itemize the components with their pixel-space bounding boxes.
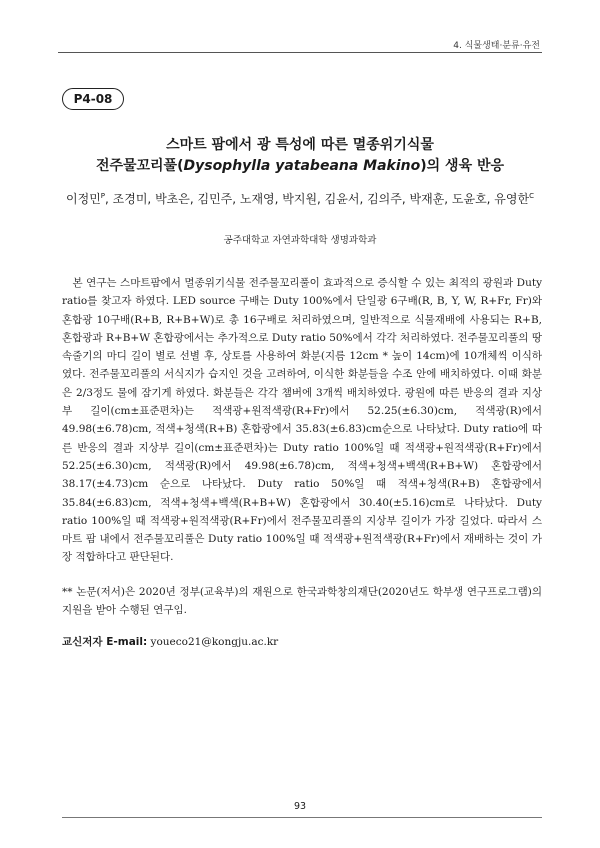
page-number: 93 (293, 801, 307, 812)
paper-title (60, 135, 540, 177)
corresponding-mark: C (529, 192, 534, 200)
first-author: 이정민 (66, 192, 101, 206)
author-list (60, 190, 540, 207)
title-line-2 (60, 156, 540, 177)
running-head: 4. 식물생태·분류·유전 (453, 41, 540, 51)
contact-email[interactable]: youeco21@kongju.ac.kr (147, 636, 279, 648)
title-line-2-post: )의 생육 반응 (420, 158, 505, 174)
header-rule (58, 52, 542, 53)
species-name: Dysophylla yatabeana Makino (183, 158, 421, 174)
funding-note: ** 논문(저서)은 2020년 정부(교육부)의 재원으로 한국과학창의재단(2020년도 학부생 연구프로그램)의 지원을 받아 수행된 연구임. (62, 586, 542, 617)
contact-label: 교신저자 E-mail: (62, 636, 148, 648)
title-line-2-pre: 전주물꼬리풀( (95, 158, 184, 174)
footer-rule (62, 817, 542, 818)
presentation-code-badge: P4-08 (62, 88, 124, 110)
contact-line (62, 634, 278, 649)
title-line-1: 스마트 팜에서 광 특성에 따른 멸종위기식물 (166, 137, 434, 153)
presenter-mark: P (100, 192, 106, 200)
abstract-body: 본 연구는 스마트팜에서 멸종위기식물 전주물꼬리풀이 효과적으로 증식할 수 있는 최적의 광원과 Duty ratio를 찾고자 하였다. LED source 구배는 Duty 100%에서 단일광 6구배(R, B, Y, W, R+Fr, Fr)와 혼합광 10구배(R+B, R+B+W)로 총 16구배로 처리하였으며, 일반적으로 식물재배에 사용되는 R+B, 혼합광과 R+B+W 혼합광에서는 추가적으로 Duty ratio 50%에서 각각 처리하였다. 전주물꼬리풀의 땅속줄기의 마디 길이 별로 선별 후, 상토를 사용하여 화분(지름 12cm * 높이 14cm)에 10개체씩 이식하였다. 전주물꼬리풀의 서식지가 습지인 것을 고려하여, 이식한 화분들을 수조 안에 배치하였다. 이때 화분은 2/3정도 물에 잠기게 하였다. 화분들은 각각 챔버에 3개씩 배치하였다. 광원에 따른 반응의 결과 지상부 길이(cm±표준편차)는 적색광+원적색광(R+Fr)에서 52.25(±6.30)cm, 적색광(R)에서 49.98(±6.78)cm, 적색+청색(R+B) 혼합광에서 35.83(±6.83)cm순으로 나타났다. Duty ratio에 따른 반응의 결과 지상부 길이(cm±표준편차)는 Duty ratio 100%일 때 적색광+원적색광(R+Fr)에서 52.25(±6.30)cm, 적색광(R)에서 49.98(±6.78)cm, 적색+청색+백색(R+B+W) 혼합광에서 38.17(±4.73)cm 순으로 나타났다. Duty ratio 50%일 때 적색+청색(R+B) 혼합광에서 35.84(±6.83)cm, 적색+청색+백색(R+B+W) 혼합광에서 30.40(±5.16)cm로 나타났다. Duty ratio 100%일 때 적색광+원적색광(R+Fr)에서 전주물꼬리풀의 지상부 길이가 가장 길었다. 따라서 스마트 팜 내에서 전주물꼬리풀은 Duty ratio 100%일 때 적색광+원적색광(R+Fr)에서 재배하는 것이 가장 적합하다고 판단된다. (62, 277, 542, 564)
affiliation: 공주대학교 자연과학대학 생명과학과 (223, 235, 377, 246)
co-authors: , 조경미, 박초은, 김민주, 노재영, 박지원, 김윤서, 김의주, 박재훈, 도윤호, 유영한 (105, 192, 530, 206)
